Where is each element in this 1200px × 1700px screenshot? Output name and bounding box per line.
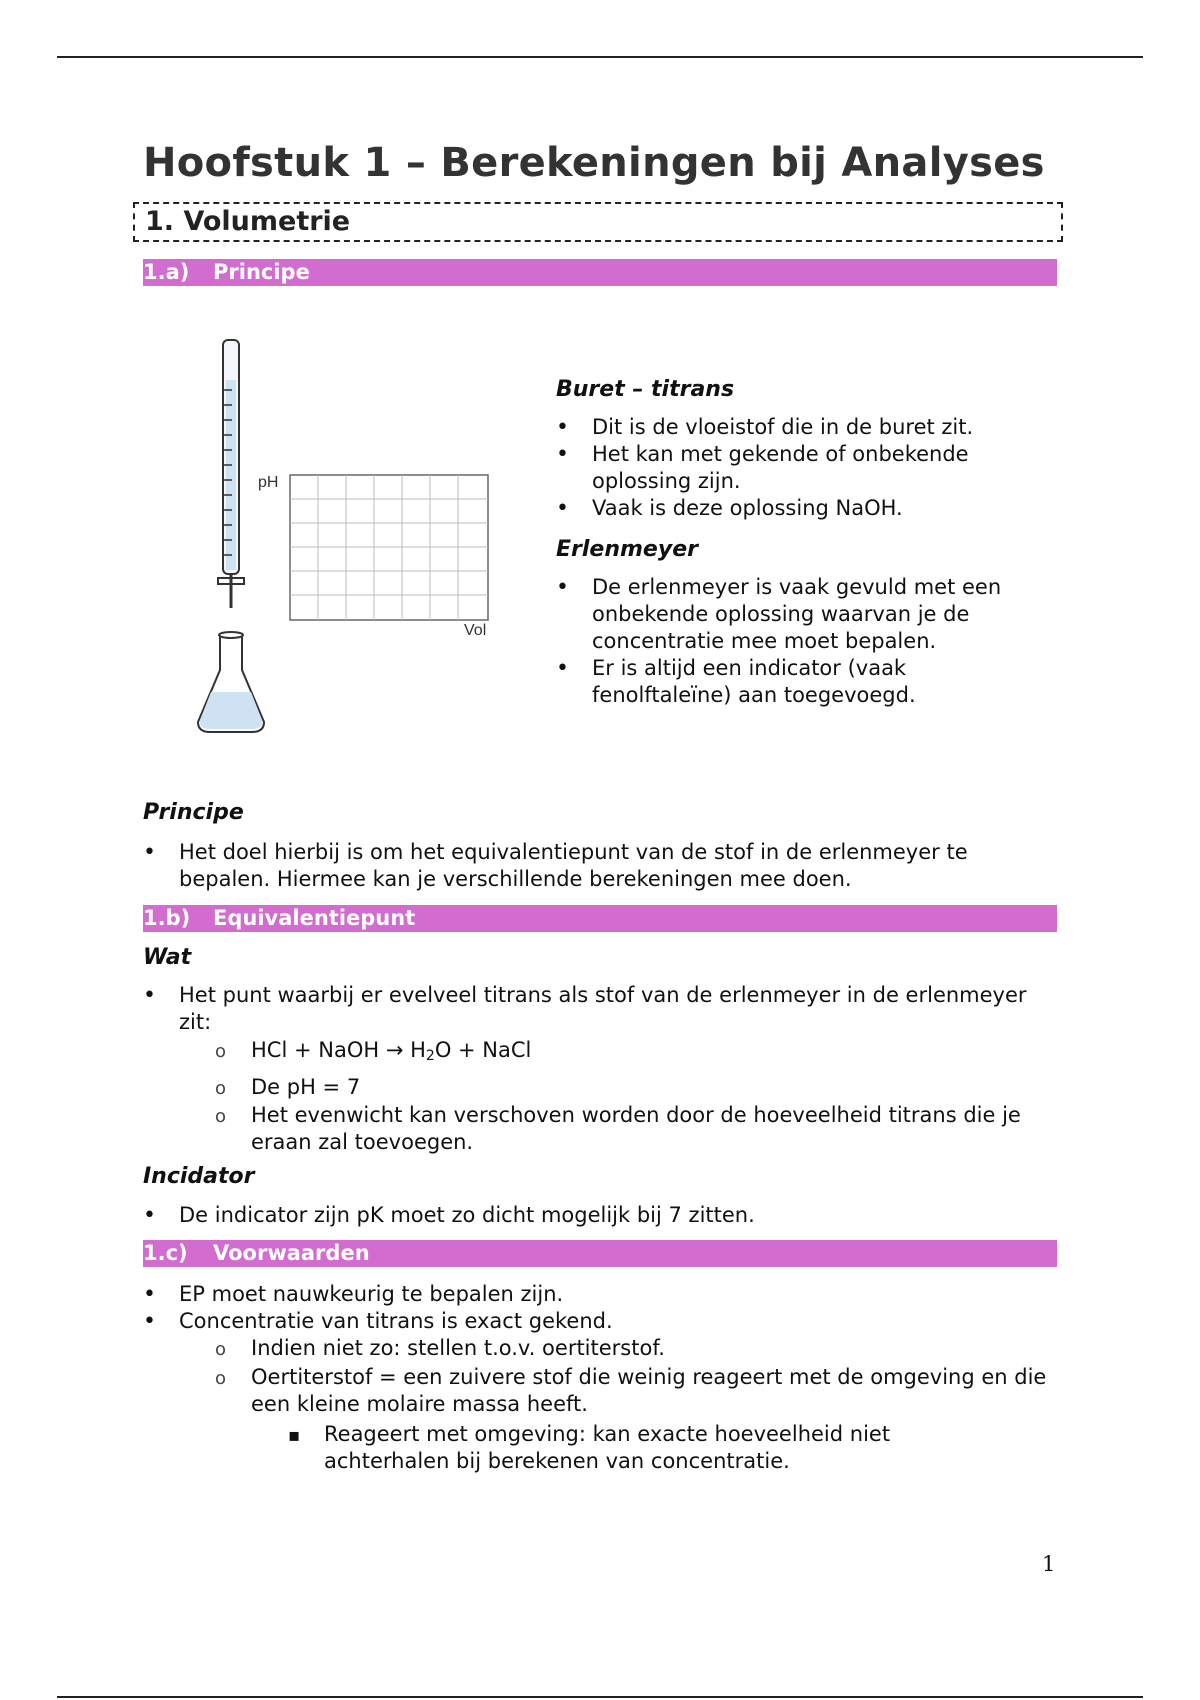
band-number: 1.b) [143, 906, 191, 930]
band-number: 1.a) [143, 260, 190, 284]
list-item: • Het punt waarbij er evelveel titrans als stof van de erlenmeyer in de erlenmeyer zit: [143, 982, 1043, 1036]
bottom-rule [57, 1696, 1143, 1698]
list-item: • Vaak is deze oplossing NaOH. [556, 495, 1026, 522]
titration-figure [180, 330, 500, 740]
list-item: o HCl + NaOH → H2O + NaCl [215, 1037, 1065, 1070]
circle-bullet-icon [215, 1074, 226, 1102]
list-item: • EP moet nauwkeurig te bepalen zijn. [143, 1281, 1043, 1308]
bullet-icon [143, 982, 156, 1009]
buret-list [556, 414, 1026, 522]
list-item: • Er is altijd een indicator (vaak fenolftaleïne) aan toegevoegd. [556, 655, 1036, 709]
section-heading: 1. Volumetrie [133, 202, 1063, 242]
voorwaarden-sub-sub-list [288, 1421, 988, 1475]
principe-list [143, 839, 1043, 893]
bullet-icon [143, 1281, 156, 1308]
list-item: • De indicator zijn pK moet zo dicht mogelijk bij 7 zitten. [143, 1202, 1043, 1229]
buret-drawing [218, 340, 244, 608]
bullet-icon [556, 574, 569, 601]
circle-bullet-icon [215, 1364, 226, 1392]
subsection-band-equivalentiepunt [143, 905, 1057, 932]
wat-list [143, 982, 1043, 1036]
list-item: o Indien niet zo: stellen t.o.v. oertiterstof. [215, 1335, 1065, 1362]
list-item: ▪ Reageert met omgeving: kan exacte hoeveelheid niet achterhalen bij berekenen van concentratie. [288, 1421, 988, 1475]
page-number: 1 [1042, 1552, 1056, 1576]
bullet-icon [143, 1202, 156, 1229]
voorwaarden-list [143, 1281, 1043, 1335]
circle-bullet-icon [215, 1335, 226, 1363]
list-item: • Dit is de vloeistof die in de buret zit. [556, 414, 1026, 441]
list-item: • Het kan met gekende of onbekende oplossing zijn. [556, 441, 1026, 495]
titration-illustration [180, 330, 500, 740]
list-item: o Het evenwicht kan verschoven worden door de hoeveelheid titrans die je eraan zal toevoegen. [215, 1102, 1065, 1156]
principe-heading: Principe [143, 800, 244, 825]
bullet-icon [556, 495, 569, 522]
buret-heading: Buret – titrans [556, 377, 735, 402]
bullet-icon [143, 1308, 156, 1335]
bullet-icon [556, 414, 569, 441]
circle-bullet-icon [215, 1102, 226, 1130]
wat-sub-list [215, 1037, 1065, 1156]
list-item: o De pH = 7 [215, 1074, 1065, 1101]
band-label: Principe [213, 260, 310, 284]
band-label: Equivalentiepunt [213, 906, 416, 930]
subsection-band-voorwaarden [143, 1240, 1057, 1267]
square-bullet-icon [288, 1421, 300, 1449]
band-label: Voorwaarden [213, 1241, 370, 1265]
chapter-title: Hoofstuk 1 – Berekeningen bij Analyses [143, 140, 1045, 186]
wat-heading: Wat [143, 945, 192, 970]
voorwaarden-sub-list [215, 1335, 1065, 1418]
erlenmeyer-heading: Erlenmeyer [556, 537, 698, 562]
circle-bullet-icon [215, 1037, 226, 1065]
erlenmeyer-list [556, 574, 1036, 709]
subsection-band-principe [143, 259, 1057, 286]
bullet-icon [556, 441, 569, 468]
list-item: o Oertiterstof = een zuivere stof die weinig reageert met de omgeving en die een kleine molaire massa heeft. [215, 1364, 1065, 1418]
ph-graph [258, 474, 488, 639]
graph-x-label: Vol [464, 622, 487, 639]
band-number: 1.c) [143, 1241, 188, 1265]
graph-y-label: pH [258, 474, 279, 491]
list-item: • Concentratie van titrans is exact gekend. [143, 1308, 1043, 1335]
incidator-list [143, 1202, 1043, 1229]
erlenmeyer-drawing [198, 632, 264, 732]
list-item: • De erlenmeyer is vaak gevuld met een onbekende oplossing waarvan je de concentratie mee moet bepalen. [556, 574, 1036, 655]
reaction-arrow-icon: → [385, 1038, 404, 1062]
incidator-heading: Incidator [143, 1164, 255, 1189]
top-rule [57, 56, 1143, 58]
bullet-icon [556, 655, 569, 682]
list-item: • Het doel hierbij is om het equivalentiepunt van de stof in de erlenmeyer te bepalen. Hiermee kan je verschillende berekeningen mee doen. [143, 839, 1043, 893]
bullet-icon [143, 839, 156, 866]
